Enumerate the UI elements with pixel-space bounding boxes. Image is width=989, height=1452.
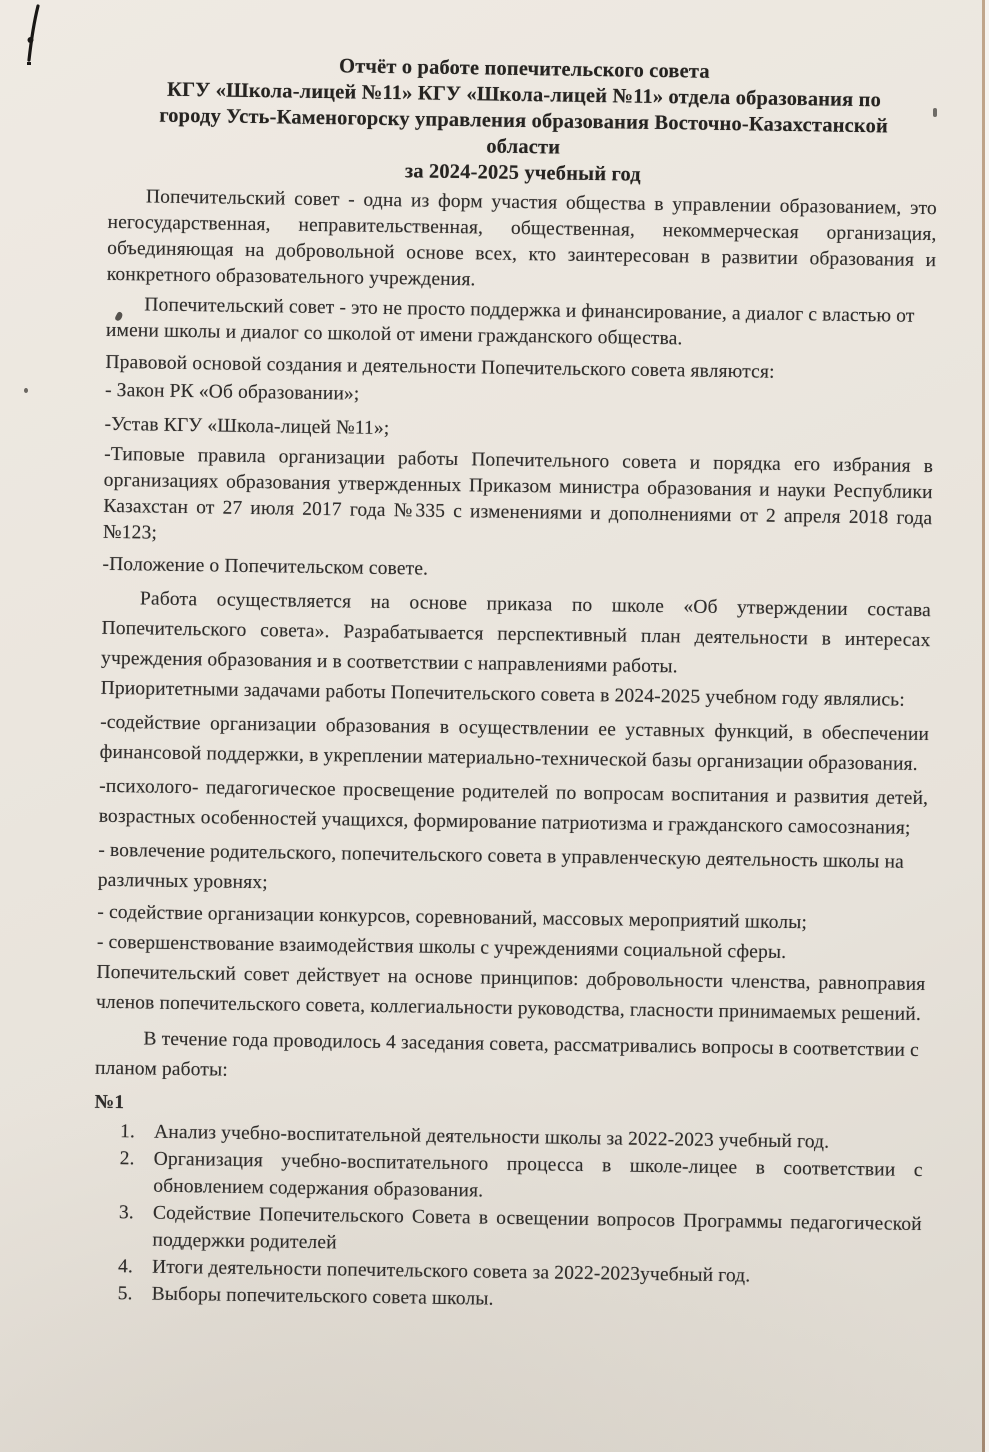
task-item-contests: - содействие организации конкурсов, соревнований, массовых мероприятий школы;: [97, 901, 808, 934]
agenda-list: [92, 1118, 924, 1319]
list-item-number: 5.: [117, 1283, 133, 1305]
legal-item-law: - Закон РК «Об образовании»;: [104, 379, 360, 405]
paragraph-meetings-count: В течение года проводилось 4 заседания совета, рассматривались вопросы в соответствии с планом работы:: [94, 1028, 920, 1081]
task-item-cooperation: - совершенствование взаимодействия школы с учреждениями социальной сферы.: [96, 931, 787, 963]
list-item-number: 1.: [119, 1121, 136, 1143]
document-title-line: за 2024-2025 учебный год: [404, 160, 641, 186]
document-title-line: КГУ «Школа-лицей №11» КГУ «Школа-лицей №11» отдела образования по: [166, 78, 882, 112]
list-item-text: Анализ учебно-воспитательной деятельности школы за 2022-2023 учебный год.: [153, 1121, 830, 1153]
list-item-text: Организация учебно-воспитательного процесса в школе-лицее в соответствии с обновлением содержания образования.: [153, 1148, 923, 1202]
document-title-line: области: [486, 135, 561, 159]
legal-item-rules: -Типовые правила организации работы Попечительного совета и порядка его избрания в организациях образования утвержденных Приказом министра образования и науки Республики Казахстан от 27 июля 2017 года №335 с изменениями и дополнениями от 2 апреля 2018 года №123;: [102, 443, 934, 544]
document-title-line: городу Усть-Каменогорску управления образования Восточно-Казахстанской: [159, 104, 889, 138]
legal-item-regulation: -Положение о Попечительском совете.: [102, 553, 429, 580]
list-item-text: Выборы попечительского совета школы.: [151, 1283, 494, 1310]
scan-edge-strip: [985, 0, 989, 1452]
pen-stroke-icon: [16, 4, 46, 74]
legal-item-charter: -Устав КГУ «Школа-лицей №11»;: [104, 413, 390, 440]
paragraph-priority-tasks-lead: Приоритетными задачами работы Попечительского совета в 2024-2025 учебном году являлись:: [100, 677, 906, 711]
list-item-number: 2.: [119, 1148, 135, 1170]
paragraph-principles: Попечительский совет действует на основе принципов: добровольности членства, равноправия членов попечительского совета, коллегиальности руководства, гласности принимаемых решений.: [95, 961, 926, 1025]
task-item-involvement: - вовлечение родительского, попечительского совета в управленческую деятельность школы на различных уровнях;: [97, 839, 905, 894]
paragraph-dialog: Попечительский совет - это не просто поддержка и финансирование, а диалог с властью от имени школы и диалог со школой от имени гражданского общества.: [105, 294, 915, 350]
handwritten-pen-mark: [16, 4, 46, 74]
paragraph-intro-definition: Попечительский совет - одна из форм участия общества в управлении образованием, это негосударственная, неправительственная, общественная, некоммерческая организация, объединяющая на добровольной основе всех, кто заинтересован в развитии образования и конкретного образовательного учреждения.: [106, 186, 938, 291]
task-item-support: -содействие организации образования в осуществлении ее уставных функций, в обеспечении финансовой поддержки, в укреплении материально-технической базы организации образования.: [99, 711, 930, 775]
task-item-psychology: -психолого- педагогическое просвещение родителей по вопросам воспитания и развития детей, возрастных особенностей учащихся, формирование патриотизма и гражданского самосознания;: [98, 775, 929, 839]
list-item-text: Содействие Попечительского Совета в освещении вопросов Программы педагогической поддержки родителей: [152, 1202, 922, 1254]
list-item-number: 4.: [117, 1256, 134, 1278]
paragraph-legal-basis-lead: Правовой основой создания и деятельности Попечительского совета являются:: [105, 351, 775, 383]
paragraph-work-basis: Работа осуществляется на основе приказа по школе «Об утверждении состава Попечительского совета». Разрабатывается перспективный план деятельности в интересах учреждения образования и в соответствии с направлениями работы.: [100, 588, 932, 678]
list-item-number: 3.: [118, 1202, 134, 1224]
list-item-text: Итоги деятельности попечительского совета за 2022-2023учебный год.: [151, 1256, 751, 1287]
section-heading-no1: №1: [94, 1091, 125, 1114]
document-title-line: Отчёт о работе попечительского совета: [338, 55, 710, 83]
ink-speck: [24, 388, 28, 393]
document-content: [92, 50, 940, 1319]
